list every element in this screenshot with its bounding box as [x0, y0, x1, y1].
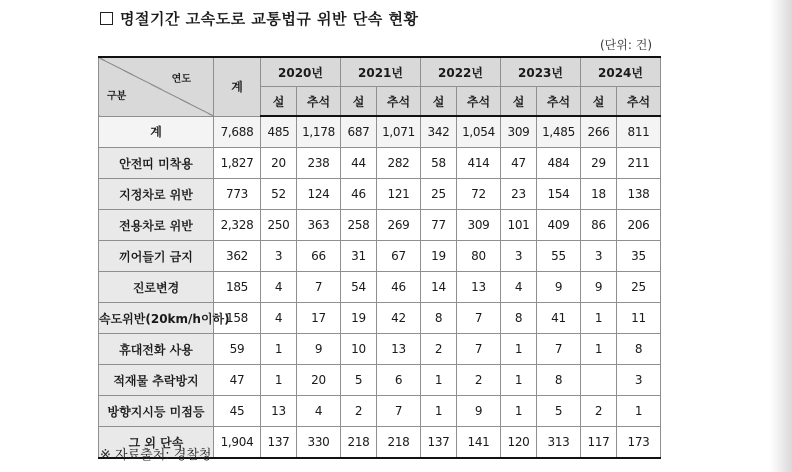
header-seol: 설 — [501, 87, 537, 117]
value-cell: 4 — [501, 272, 537, 303]
value-cell: 86 — [581, 210, 617, 241]
value-cell: 67 — [377, 241, 421, 272]
header-year: 2021년 — [341, 57, 421, 87]
value-cell: 2 — [581, 396, 617, 427]
value-cell: 7 — [457, 303, 501, 334]
header-year: 2023년 — [501, 57, 581, 87]
value-cell: 41 — [537, 303, 581, 334]
value-cell: 44 — [341, 148, 377, 179]
row-label: 속도위반(20km/h이하) — [99, 303, 214, 334]
value-cell: 206 — [617, 210, 661, 241]
value-cell: 8 — [617, 334, 661, 365]
value-cell: 1,071 — [377, 116, 421, 148]
value-cell: 9 — [297, 334, 341, 365]
value-cell: 1 — [421, 396, 457, 427]
value-cell: 7 — [377, 396, 421, 427]
row-total-cell: 1,827 — [214, 148, 261, 179]
header-seol: 설 — [581, 87, 617, 117]
value-cell: 5 — [537, 396, 581, 427]
value-cell: 42 — [377, 303, 421, 334]
value-cell: 8 — [501, 303, 537, 334]
table-row — [99, 365, 661, 396]
value-cell: 1 — [261, 365, 297, 396]
row-total-cell: 185 — [214, 272, 261, 303]
value-cell: 250 — [261, 210, 297, 241]
table-row — [99, 179, 661, 210]
table-row — [99, 303, 661, 334]
value-cell: 17 — [297, 303, 341, 334]
row-label: 적재물 추락방지 — [99, 365, 214, 396]
row-total-cell: 59 — [214, 334, 261, 365]
value-cell: 330 — [297, 427, 341, 459]
value-cell: 9 — [581, 272, 617, 303]
value-cell: 14 — [421, 272, 457, 303]
unit-label: (단위: 건) — [600, 38, 652, 52]
value-cell: 25 — [421, 179, 457, 210]
value-cell: 141 — [457, 427, 501, 459]
row-label: 진로변경 — [99, 272, 214, 303]
corner-cell — [99, 57, 214, 116]
row-total-cell: 158 — [214, 303, 261, 334]
value-cell: 309 — [457, 210, 501, 241]
value-cell: 309 — [501, 116, 537, 148]
header-year: 2024년 — [581, 57, 661, 87]
header-year: 2022년 — [421, 57, 501, 87]
value-cell: 154 — [537, 179, 581, 210]
value-cell: 5 — [341, 365, 377, 396]
value-cell: 121 — [377, 179, 421, 210]
value-cell: 6 — [377, 365, 421, 396]
value-cell: 409 — [537, 210, 581, 241]
value-cell: 52 — [261, 179, 297, 210]
value-cell: 20 — [297, 365, 341, 396]
row-total-cell: 362 — [214, 241, 261, 272]
value-cell: 13 — [377, 334, 421, 365]
row-total-cell: 1,904 — [214, 427, 261, 459]
value-cell: 1 — [501, 396, 537, 427]
value-cell: 238 — [297, 148, 341, 179]
row-label: 안전띠 미착용 — [99, 148, 214, 179]
value-cell: 8 — [421, 303, 457, 334]
value-cell: 1 — [501, 365, 537, 396]
value-cell: 101 — [501, 210, 537, 241]
value-cell: 687 — [341, 116, 377, 148]
value-cell: 138 — [617, 179, 661, 210]
value-cell: 35 — [617, 241, 661, 272]
value-cell: 54 — [341, 272, 377, 303]
table-body — [99, 116, 661, 458]
header-row-years — [99, 57, 661, 87]
value-cell: 1,178 — [297, 116, 341, 148]
corner-category-label: 구분 — [107, 90, 127, 102]
value-cell: 47 — [501, 148, 537, 179]
row-label: 그 외 단속 — [99, 427, 214, 459]
value-cell: 342 — [421, 116, 457, 148]
value-cell: 29 — [581, 148, 617, 179]
row-total-cell: 773 — [214, 179, 261, 210]
value-cell: 266 — [581, 116, 617, 148]
value-cell: 7 — [537, 334, 581, 365]
value-cell: 485 — [261, 116, 297, 148]
value-cell: 3 — [617, 365, 661, 396]
value-cell: 211 — [617, 148, 661, 179]
source-note: ※ 자료출처: 경찰청 — [100, 448, 212, 463]
value-cell: 20 — [261, 148, 297, 179]
value-cell: 124 — [297, 179, 341, 210]
value-cell: 11 — [617, 303, 661, 334]
header-chuseok: 추석 — [617, 87, 661, 117]
header-chuseok: 추석 — [297, 87, 341, 117]
table-row-sum — [99, 116, 661, 148]
row-total-cell: 45 — [214, 396, 261, 427]
table-row — [99, 396, 661, 427]
value-cell: 173 — [617, 427, 661, 459]
value-cell: 7 — [457, 334, 501, 365]
value-cell: 1 — [581, 334, 617, 365]
value-cell: 258 — [341, 210, 377, 241]
value-cell: 46 — [377, 272, 421, 303]
value-cell: 18 — [581, 179, 617, 210]
value-cell: 55 — [537, 241, 581, 272]
header-total: 계 — [214, 57, 261, 116]
value-cell: 80 — [457, 241, 501, 272]
value-cell: 3 — [261, 241, 297, 272]
row-label: 계 — [99, 116, 214, 148]
value-cell: 1 — [421, 365, 457, 396]
value-cell: 72 — [457, 179, 501, 210]
value-cell: 10 — [341, 334, 377, 365]
title-row — [100, 8, 418, 29]
checkbox-icon — [100, 12, 113, 25]
value-cell: 1 — [581, 303, 617, 334]
value-cell: 1,485 — [537, 116, 581, 148]
value-cell: 66 — [297, 241, 341, 272]
page-title: 명절기간 고속도로 교통법규 위반 단속 현황 — [120, 10, 419, 28]
value-cell: 269 — [377, 210, 421, 241]
table-row — [99, 334, 661, 365]
value-cell: 3 — [581, 241, 617, 272]
value-cell: 9 — [537, 272, 581, 303]
value-cell: 313 — [537, 427, 581, 459]
header-seol: 설 — [341, 87, 377, 117]
value-cell: 3 — [501, 241, 537, 272]
value-cell: 137 — [261, 427, 297, 459]
header-chuseok: 추석 — [457, 87, 501, 117]
page-edge-shadow — [770, 0, 792, 472]
header-chuseok: 추석 — [537, 87, 581, 117]
value-cell — [581, 365, 617, 396]
value-cell: 1 — [261, 334, 297, 365]
value-cell: 8 — [537, 365, 581, 396]
value-cell: 25 — [617, 272, 661, 303]
value-cell: 19 — [421, 241, 457, 272]
header-seol: 설 — [421, 87, 457, 117]
row-label: 방향지시등 미점등 — [99, 396, 214, 427]
value-cell: 1 — [617, 396, 661, 427]
value-cell: 19 — [341, 303, 377, 334]
value-cell: 7 — [297, 272, 341, 303]
value-cell: 1 — [501, 334, 537, 365]
corner-year-label: 연도 — [171, 74, 191, 85]
row-total-cell: 47 — [214, 365, 261, 396]
row-total-cell: 7,688 — [214, 116, 261, 148]
header-chuseok: 추석 — [377, 87, 421, 117]
violation-table — [98, 56, 661, 459]
header-seol: 설 — [261, 87, 297, 117]
value-cell: 77 — [421, 210, 457, 241]
row-label: 전용차로 위반 — [99, 210, 214, 241]
value-cell: 58 — [421, 148, 457, 179]
value-cell: 4 — [261, 272, 297, 303]
value-cell: 9 — [457, 396, 501, 427]
value-cell: 484 — [537, 148, 581, 179]
value-cell: 363 — [297, 210, 341, 241]
row-label: 지정차로 위반 — [99, 179, 214, 210]
row-label: 휴대전화 사용 — [99, 334, 214, 365]
value-cell: 2 — [457, 365, 501, 396]
value-cell: 4 — [261, 303, 297, 334]
value-cell: 4 — [297, 396, 341, 427]
table-row — [99, 241, 661, 272]
value-cell: 282 — [377, 148, 421, 179]
value-cell: 13 — [457, 272, 501, 303]
value-cell: 137 — [421, 427, 457, 459]
value-cell: 120 — [501, 427, 537, 459]
table-row — [99, 272, 661, 303]
value-cell: 811 — [617, 116, 661, 148]
table-row — [99, 148, 661, 179]
value-cell: 2 — [341, 396, 377, 427]
value-cell: 1,054 — [457, 116, 501, 148]
value-cell: 218 — [377, 427, 421, 459]
value-cell: 46 — [341, 179, 377, 210]
value-cell: 23 — [501, 179, 537, 210]
row-label: 끼어들기 금지 — [99, 241, 214, 272]
value-cell: 2 — [421, 334, 457, 365]
value-cell: 13 — [261, 396, 297, 427]
value-cell: 218 — [341, 427, 377, 459]
value-cell: 117 — [581, 427, 617, 459]
row-total-cell: 2,328 — [214, 210, 261, 241]
value-cell: 31 — [341, 241, 377, 272]
value-cell: 414 — [457, 148, 501, 179]
header-year: 2020년 — [261, 57, 341, 87]
table-row — [99, 210, 661, 241]
